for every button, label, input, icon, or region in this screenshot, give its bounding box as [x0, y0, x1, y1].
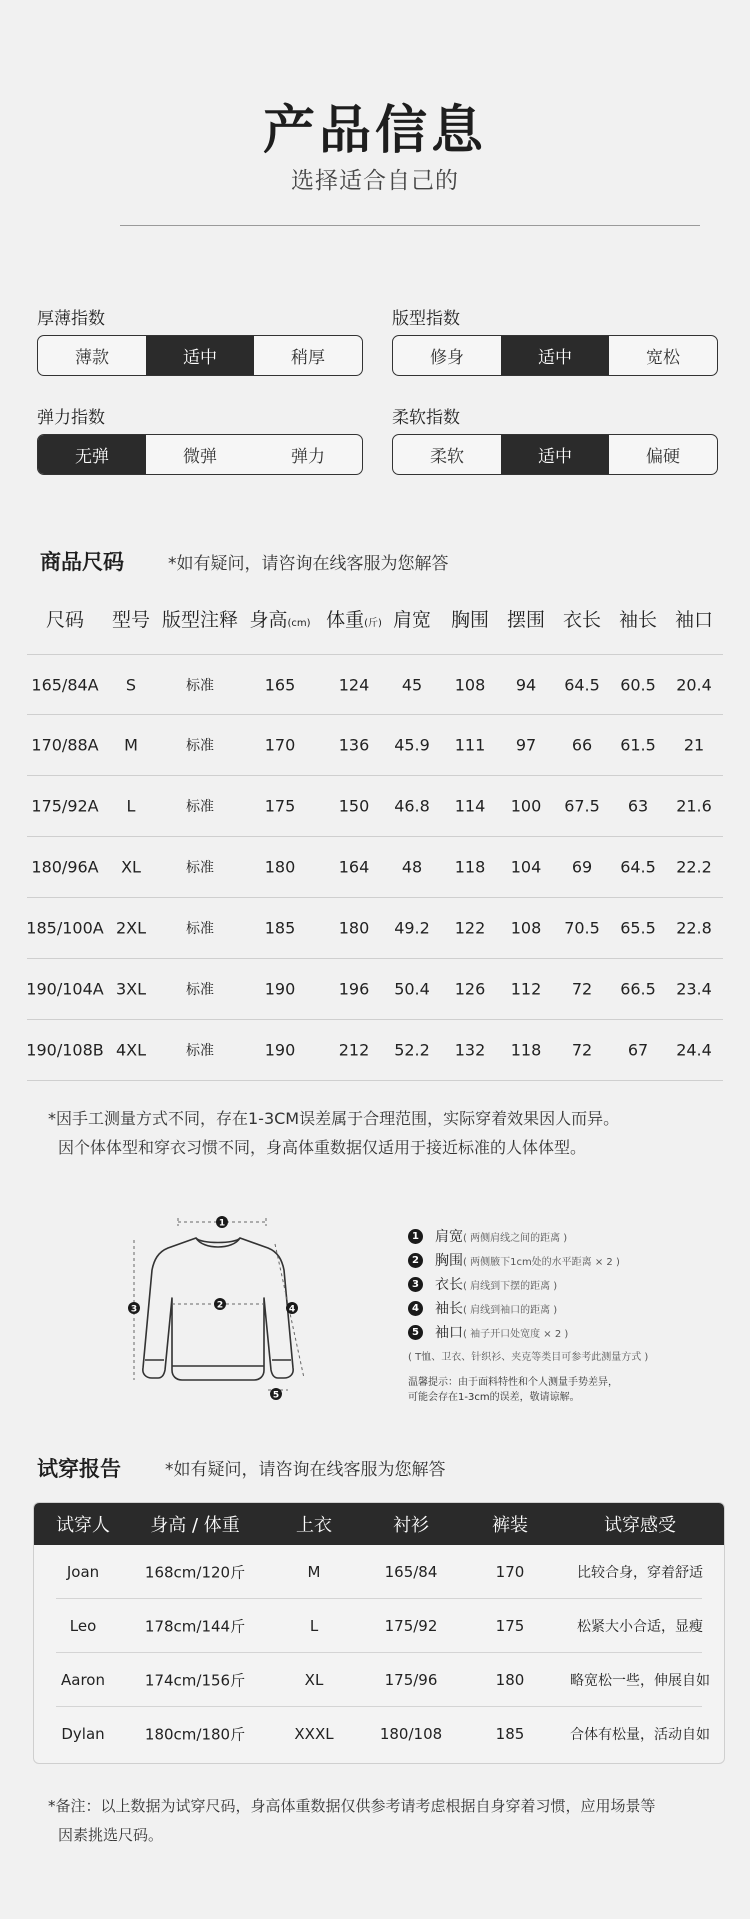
legend-number: 4 — [408, 1301, 423, 1316]
table-cell: XL — [304, 1670, 324, 1689]
col-header: 试穿感受 — [604, 1515, 676, 1536]
legend-name: 肩宽 — [435, 1229, 463, 1245]
legend-desc: ( 肩线到下摆的距离 ) — [463, 1280, 558, 1292]
table-cell: 65.5 — [620, 918, 656, 938]
table-cell: 170 — [495, 1562, 525, 1581]
table-cell: 标准 — [186, 677, 214, 694]
table-cell: 174cm/156斤 — [144, 1671, 246, 1689]
table-cell: 比较合身，穿着舒适 — [577, 1564, 703, 1581]
legend-name: 衣长 — [435, 1277, 463, 1293]
table-cell: 22.2 — [676, 857, 712, 877]
table-cell: 126 — [454, 979, 486, 999]
table-row — [56, 1599, 702, 1653]
table-row — [27, 654, 723, 715]
table-row — [56, 1653, 710, 1707]
legend-item — [408, 1320, 738, 1344]
fit-footnote-line: *备注：以上数据为试穿尺码，身高体重数据仅供参考请考虑根据自身穿着习惯，应用场景等 — [48, 1797, 656, 1815]
marker-label: 3 — [130, 1304, 138, 1315]
table-cell: 略宽松一些，伸展自如 — [570, 1672, 710, 1689]
softness-option[interactable]: 偏硬 — [646, 447, 680, 467]
thickness-option[interactable]: 适中 — [146, 336, 254, 375]
table-cell: 185/100A — [26, 918, 104, 938]
col-header: 袖口 — [674, 609, 714, 631]
page-title: 产品信息 — [262, 101, 487, 161]
table-cell: 175 — [264, 796, 296, 816]
legend-desc: ( 两侧腋下1cm处的水平距离 × 2 ) — [463, 1256, 620, 1268]
table-cell: 标准 — [186, 799, 214, 815]
softness-index-label: 柔软指数 — [392, 408, 460, 428]
table-cell: 94 — [515, 675, 537, 694]
thickness-option[interactable]: 稍厚 — [291, 348, 325, 368]
table-cell: 64.5 — [564, 675, 600, 694]
table-cell: 48 — [401, 857, 423, 877]
table-cell: 180 — [338, 918, 370, 938]
table-cell: 52.2 — [394, 1040, 430, 1060]
col-header: 胸围 — [450, 609, 490, 631]
table-cell: L — [126, 796, 136, 816]
table-cell: Leo — [69, 1616, 97, 1635]
col-header: 型号 — [111, 609, 151, 631]
table-row — [27, 837, 723, 898]
table-cell: 111 — [454, 735, 486, 755]
table-cell: 45.9 — [394, 735, 430, 755]
table-cell: 118 — [454, 857, 486, 877]
table-cell: 64.5 — [620, 857, 656, 877]
table-cell: 45 — [401, 675, 423, 694]
table-cell: 178cm/144斤 — [144, 1617, 246, 1635]
legend-name: 袖口 — [435, 1325, 463, 1341]
marker-label: 4 — [288, 1304, 296, 1315]
size-table-body — [27, 654, 723, 1081]
table-cell: 合体有松量，活动自如 — [570, 1727, 710, 1743]
col-header: 体重 — [326, 609, 365, 631]
col-header: 衣长 — [562, 609, 602, 631]
table-cell: 185 — [495, 1725, 525, 1743]
fit-option[interactable]: 修身 — [430, 348, 464, 368]
table-cell: 212 — [338, 1040, 370, 1060]
table-cell: 112 — [510, 979, 542, 999]
table-cell: L — [309, 1616, 319, 1635]
table-cell: 196 — [338, 979, 370, 999]
fit-report-table — [33, 1502, 725, 1764]
col-header-weight — [326, 605, 382, 632]
table-row — [27, 715, 723, 776]
table-cell: 61.5 — [620, 735, 656, 755]
legend-tip-line: 温馨提示：由于面料特性和个人测量手势差异， — [408, 1377, 618, 1388]
fit-option[interactable]: 适中 — [501, 336, 609, 375]
height-unit: (cm) — [287, 618, 311, 629]
table-cell: 24.4 — [676, 1040, 712, 1060]
table-cell: 21.6 — [676, 796, 712, 816]
col-header-height — [249, 605, 310, 632]
table-cell: 190 — [264, 1040, 296, 1060]
table-cell: 180/108 — [379, 1725, 443, 1743]
size-disclaimer-line: *因手工测量方式不同，存在1-3CM误差属于合理范围，实际穿着效果因人而异。 — [48, 1109, 620, 1128]
table-cell: 108 — [510, 918, 542, 938]
table-cell: 165 — [264, 675, 296, 694]
table-cell: 165/84 — [384, 1562, 438, 1581]
table-row — [27, 898, 723, 959]
table-cell: 标准 — [186, 738, 214, 754]
table-cell: 23.4 — [676, 979, 712, 999]
table-cell: Dylan — [61, 1725, 105, 1743]
table-cell: 63 — [627, 796, 649, 816]
table-cell: 97 — [515, 735, 537, 755]
col-header: 试穿人 — [56, 1515, 110, 1536]
legend-item — [408, 1224, 738, 1248]
col-header: 袖长 — [618, 609, 658, 631]
table-cell: 70.5 — [564, 918, 600, 938]
table-cell: 21 — [683, 735, 705, 755]
thickness-option[interactable]: 薄款 — [75, 348, 109, 368]
elasticity-option[interactable]: 微弹 — [183, 447, 217, 467]
table-cell: 175/96 — [384, 1670, 438, 1689]
table-cell: 124 — [338, 675, 370, 694]
table-cell: XXXL — [294, 1725, 334, 1743]
table-cell: 190 — [264, 979, 296, 999]
softness-index-selector — [392, 434, 718, 475]
table-cell: 60.5 — [620, 675, 656, 694]
table-row — [27, 959, 723, 1020]
table-cell: 50.4 — [394, 979, 430, 999]
table-cell: 22.8 — [676, 918, 712, 938]
table-cell: 185 — [264, 918, 296, 938]
table-cell: 180 — [264, 857, 296, 877]
table-cell: 标准 — [186, 982, 214, 998]
marker-label: 5 — [272, 1390, 280, 1401]
table-cell: 132 — [454, 1040, 486, 1060]
legend-name: 袖长 — [435, 1301, 463, 1317]
legend-desc: ( 肩线到袖口的距离 ) — [463, 1304, 558, 1316]
fit-footnote — [48, 1792, 708, 1850]
size-section-title: 商品尺码 — [40, 550, 124, 574]
table-cell: 46.8 — [394, 796, 430, 816]
table-row — [27, 1020, 723, 1081]
fit-footnote-line: 因素挑选尺码。 — [58, 1826, 164, 1844]
page-subtitle: 选择适合自己的 — [291, 168, 459, 194]
fit-option[interactable]: 宽松 — [646, 348, 680, 368]
table-cell: 175 — [495, 1616, 525, 1635]
sweater-measure-diagram — [128, 1208, 308, 1408]
table-cell: 100 — [510, 796, 542, 816]
table-cell: Aaron — [61, 1670, 105, 1689]
table-cell: 松紧大小合适，显瘦 — [577, 1618, 703, 1635]
size-disclaimer — [48, 1104, 728, 1162]
legend-item — [408, 1272, 738, 1296]
table-cell: 168cm/120斤 — [144, 1563, 246, 1581]
elasticity-option[interactable]: 无弹 — [38, 435, 146, 474]
table-cell: 2XL — [115, 918, 147, 938]
table-cell: S — [125, 675, 137, 694]
table-cell: 165/84A — [31, 675, 99, 694]
table-cell: 122 — [454, 918, 486, 938]
table-cell: 104 — [510, 857, 542, 877]
legend-subnote: ( T恤、卫衣、针织衫、夹克等类目可参考此测量方式 ) — [408, 1352, 649, 1363]
legend-tip-line: 可能会存在1-3cm的误差，敬请谅解。 — [408, 1392, 580, 1403]
marker-label: 2 — [216, 1300, 224, 1311]
fit-table-header — [34, 1503, 724, 1545]
table-cell: 180/96A — [31, 857, 99, 877]
table-cell: M — [307, 1562, 321, 1581]
col-header: 身高 / 体重 — [150, 1515, 240, 1536]
table-cell: 66.5 — [620, 979, 656, 999]
table-cell: 69 — [571, 857, 593, 877]
table-cell: Joan — [66, 1562, 100, 1581]
table-cell: 190/108B — [26, 1040, 104, 1060]
table-cell: 150 — [338, 796, 370, 816]
table-cell: 180 — [495, 1670, 525, 1689]
col-header: 尺码 — [45, 609, 85, 631]
table-cell: 170/88A — [31, 735, 99, 755]
table-cell: 175/92 — [384, 1616, 438, 1635]
elasticity-index-selector — [37, 434, 363, 475]
table-cell: 170 — [264, 735, 296, 755]
measure-legend — [408, 1224, 738, 1405]
table-cell: XL — [121, 857, 141, 877]
table-cell: 67.5 — [564, 796, 600, 816]
softness-option[interactable]: 适中 — [501, 435, 609, 474]
fit-section-note: *如有疑问，请咨询在线客服为您解答 — [165, 1460, 446, 1480]
header-divider — [120, 225, 700, 226]
table-cell: 66 — [571, 735, 593, 755]
size-section-note: *如有疑问，请咨询在线客服为您解答 — [168, 554, 449, 574]
legend-desc: ( 两侧肩线之间的距离 ) — [463, 1232, 568, 1244]
table-cell: 114 — [454, 796, 486, 816]
legend-item — [408, 1248, 738, 1272]
table-cell: 标准 — [186, 860, 214, 876]
table-cell: 190/104A — [26, 979, 104, 999]
legend-desc: ( 袖子开口处宽度 × 2 ) — [463, 1328, 569, 1340]
col-header: 版型注释 — [161, 609, 239, 631]
table-cell: 136 — [338, 735, 370, 755]
marker-label: 1 — [218, 1218, 226, 1229]
table-cell: 3XL — [115, 979, 147, 999]
col-header: 身高 — [249, 609, 288, 631]
table-cell: 164 — [338, 857, 370, 877]
legend-number: 3 — [408, 1277, 423, 1292]
table-cell: 72 — [571, 979, 593, 999]
col-header: 裤装 — [492, 1515, 528, 1536]
fit-index-selector — [392, 335, 718, 376]
weight-unit: (斤) — [364, 618, 382, 629]
table-cell: 175/92A — [31, 796, 99, 816]
table-cell: 67 — [627, 1040, 649, 1060]
softness-option[interactable]: 柔软 — [430, 447, 464, 467]
table-cell: 108 — [454, 675, 486, 694]
legend-tip — [408, 1375, 738, 1405]
legend-number: 1 — [408, 1229, 423, 1244]
table-cell: 72 — [571, 1040, 593, 1060]
table-cell: 20.4 — [676, 675, 712, 694]
col-header: 摆围 — [506, 609, 546, 631]
table-cell: 标准 — [186, 1043, 214, 1059]
elasticity-option[interactable]: 弹力 — [291, 447, 325, 467]
fit-index-label: 版型指数 — [392, 309, 460, 329]
table-row — [56, 1707, 710, 1761]
legend-number: 2 — [408, 1253, 423, 1268]
table-cell: 118 — [510, 1040, 542, 1060]
col-header: 肩宽 — [392, 609, 432, 631]
col-header: 上衣 — [296, 1515, 332, 1536]
table-cell: 4XL — [115, 1040, 147, 1060]
fit-section-title: 试穿报告 — [37, 1457, 121, 1481]
table-row — [56, 1545, 702, 1599]
size-disclaimer-line: 因个体体型和穿衣习惯不同，身高体重数据仅适用于接近标准的人体体型。 — [58, 1138, 587, 1157]
legend-item — [408, 1296, 738, 1320]
thickness-index-selector — [37, 335, 363, 376]
size-table-header — [24, 605, 724, 645]
table-cell: 49.2 — [394, 918, 430, 938]
table-cell: 标准 — [186, 921, 214, 937]
fit-table-body — [34, 1545, 724, 1761]
table-cell: 180cm/180斤 — [144, 1725, 246, 1744]
legend-name: 胸围 — [435, 1253, 463, 1269]
thickness-index-label: 厚薄指数 — [37, 309, 105, 329]
legend-number: 5 — [408, 1325, 423, 1340]
col-header: 衬衫 — [393, 1515, 429, 1536]
table-row — [27, 776, 723, 837]
elasticity-index-label: 弹力指数 — [37, 408, 105, 428]
table-cell: M — [124, 735, 138, 755]
